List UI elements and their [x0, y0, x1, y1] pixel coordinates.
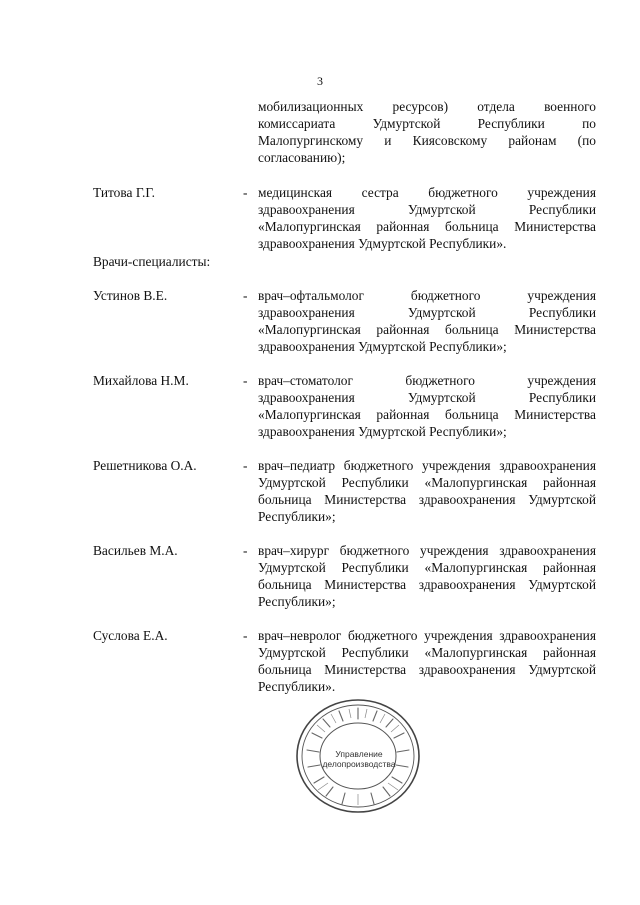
- specialist-description: врач–невролог бюджетного учреждения здравоохранения Удмуртской Республики «Малопургинская районная больница Министерства здравоохранения Удмуртской Республики».: [258, 628, 596, 694]
- intro-paragraph: мобилизационных ресурсов) отдела военного комиссариата Удмуртской Республики по Малопургинскому и Киясовскому районам (по согласованию);: [258, 99, 596, 165]
- specialist-dash: -: [243, 288, 248, 303]
- specialist-dash: -: [243, 373, 248, 388]
- member-description: медицинская сестра бюджетного учреждения здравоохранения Удмуртской Республики «Малопургинская районная больница Министерства здравоохранения Удмуртской Республики».: [258, 185, 596, 251]
- specialist-description: врач–хирург бюджетного учреждения здравоохранения Удмуртской Республики «Малопургинская районная больница Министерства здравоохранения Удмуртской Республики»;: [258, 543, 596, 609]
- stamp-line-2: делопроизводства: [322, 759, 396, 769]
- member-dash: -: [243, 185, 248, 200]
- specialist-name: Решетникова О.А.: [93, 458, 197, 473]
- specialist-dash: -: [243, 628, 248, 643]
- page-number: 3: [317, 74, 323, 88]
- stamp-line-1: Управление: [335, 749, 383, 759]
- specialist-name: Михайлова Н.М.: [93, 373, 189, 388]
- member-name: Титова Г.Г.: [93, 185, 155, 200]
- specialist-name: Суслова Е.А.: [93, 628, 168, 643]
- stamp-center-text: [321, 749, 397, 769]
- specialist-dash: -: [243, 543, 248, 558]
- specialist-name: Устинов В.Е.: [93, 288, 168, 303]
- specialist-name: Васильев М.А.: [93, 543, 178, 558]
- section-heading: Врачи-специалисты:: [93, 254, 211, 269]
- specialist-description: врач–педиатр бюджетного учреждения здравоохранения Удмуртской Республики «Малопургинская районная больница Министерства здравоохранения Удмуртской Республики»;: [258, 458, 596, 524]
- specialist-description: врач–офтальмолог бюджетного учреждения здравоохранения Удмуртской Республики «Малопургинская районная больница Министерства здравоохранения Удмуртской Республики»;: [258, 288, 596, 354]
- specialist-dash: -: [243, 458, 248, 473]
- specialist-description: врач–стоматолог бюджетного учреждения здравоохранения Удмуртской Республики «Малопургинская районная больница Министерства здравоохранения Удмуртской Республики»;: [258, 373, 596, 439]
